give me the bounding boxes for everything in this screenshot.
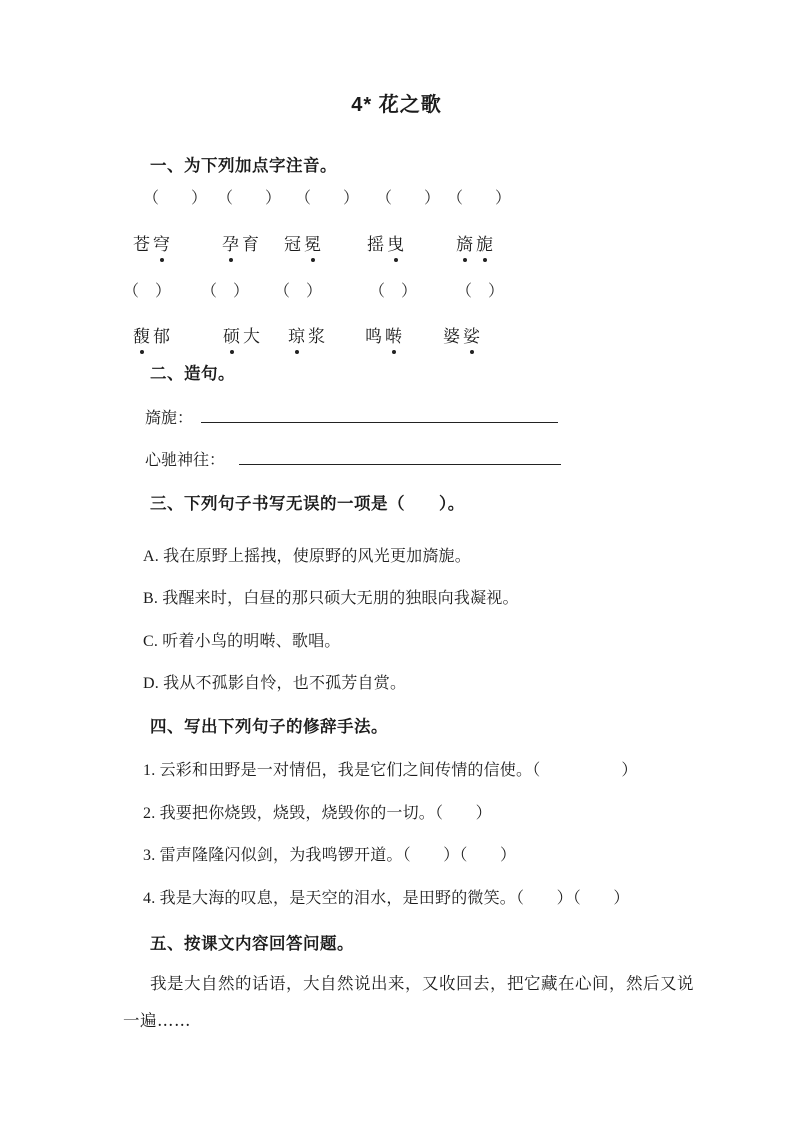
annotated-word <box>288 322 328 347</box>
choice-option-a: A. 我在原野上摇拽，使原野的风光更加旖旎。 <box>143 548 471 565</box>
char: 育 <box>242 235 259 254</box>
dotted-char: 馥 <box>133 322 150 347</box>
dotted-char: 孕 <box>222 230 239 255</box>
answer-blank-line <box>201 404 558 423</box>
annotated-word <box>133 322 173 347</box>
char: 苍 <box>133 235 150 254</box>
reading-passage: 我是大自然的话语，大自然说出来，又收回去，把它藏在心间，然后又说一遍…… <box>123 974 694 1030</box>
pinyin-blank-row-2 <box>0 278 793 312</box>
dotted-char: 穹 <box>153 230 170 255</box>
rhetoric-item-3: 3. 雷声隆隆闪似剑，为我鸣锣开道。（ ）（ ） <box>143 847 517 864</box>
annotated-word <box>367 230 407 255</box>
choice-option-b: B. 我醒来时，白昼的那只硕大无朋的独眼向我凝视。 <box>143 590 519 607</box>
sentence-word-label: 旖旎： <box>145 410 194 427</box>
char: 鸣 <box>365 327 382 346</box>
sentence-blank-row <box>145 446 561 470</box>
annotated-word <box>365 322 405 347</box>
rhetoric-item-4: 4. 我是大海的叹息，是天空的泪水，是田野的微笑。（ ）（ ） <box>143 890 630 907</box>
page-title: 4* 花之歌 <box>351 94 442 116</box>
section-five-heading: 五、按课文内容回答问题。 <box>150 935 354 953</box>
dotted-char: 娑 <box>463 322 480 347</box>
dotted-char: 旎 <box>476 230 493 255</box>
pinyin-blank-row-1 <box>0 185 793 219</box>
sentence-word-label: 心驰神往： <box>145 452 226 469</box>
section-one-heading: 一、为下列加点字注音。 <box>150 157 337 175</box>
pinyin-blank: （ ） <box>369 283 418 300</box>
pinyin-blank: （ ） <box>274 283 323 300</box>
pinyin-blank: （ ） <box>143 190 208 207</box>
char: 摇 <box>367 235 384 254</box>
pinyin-blank: （ ） <box>217 190 282 207</box>
pinyin-blank: （ ） <box>201 283 250 300</box>
sentence-blank-row <box>145 404 558 428</box>
char: 浆 <box>308 327 325 346</box>
choice-option-c: C. 听着小鸟的明啭、歌唱。 <box>143 633 341 650</box>
dotted-char: 硕 <box>223 322 240 347</box>
annotated-word <box>133 230 173 255</box>
pinyin-blank: （ ） <box>123 283 172 300</box>
annotated-word <box>223 322 263 347</box>
pinyin-word-row-1 <box>0 230 793 264</box>
annotated-word <box>222 230 262 255</box>
section-three-heading: 三、下列句子书写无误的一项是（ ）。 <box>150 495 465 513</box>
annotated-word <box>443 322 483 347</box>
char: 郁 <box>153 327 170 346</box>
char: 大 <box>243 327 260 346</box>
section-four-heading: 四、写出下列句子的修辞手法。 <box>150 718 388 736</box>
dotted-char: 啭 <box>385 322 402 347</box>
pinyin-word-row-2 <box>0 322 793 356</box>
annotated-word <box>284 230 324 255</box>
dotted-char: 冕 <box>304 230 321 255</box>
pinyin-blank: （ ） <box>456 283 505 300</box>
rhetoric-item-2: 2. 我要把你烧毁，烧毁，烧毁你的一切。（ ） <box>143 805 492 822</box>
dotted-char: 曳 <box>387 230 404 255</box>
char: 婆 <box>443 327 460 346</box>
answer-blank-line <box>239 446 561 465</box>
dotted-char: 旖 <box>456 230 473 255</box>
section-two-heading: 二、造句。 <box>150 365 235 383</box>
char: 冠 <box>284 235 301 254</box>
pinyin-blank: （ ） <box>295 190 360 207</box>
pinyin-blank: （ ） <box>376 190 441 207</box>
annotated-word <box>456 230 496 255</box>
choice-option-d: D. 我从不孤影自怜，也不孤芳自赏。 <box>143 675 407 692</box>
dotted-char: 琼 <box>288 322 305 347</box>
rhetoric-item-1: 1. 云彩和田野是一对情侣，我是它们之间传情的信使。（ ） <box>143 762 638 779</box>
pinyin-blank: （ ） <box>447 190 512 207</box>
